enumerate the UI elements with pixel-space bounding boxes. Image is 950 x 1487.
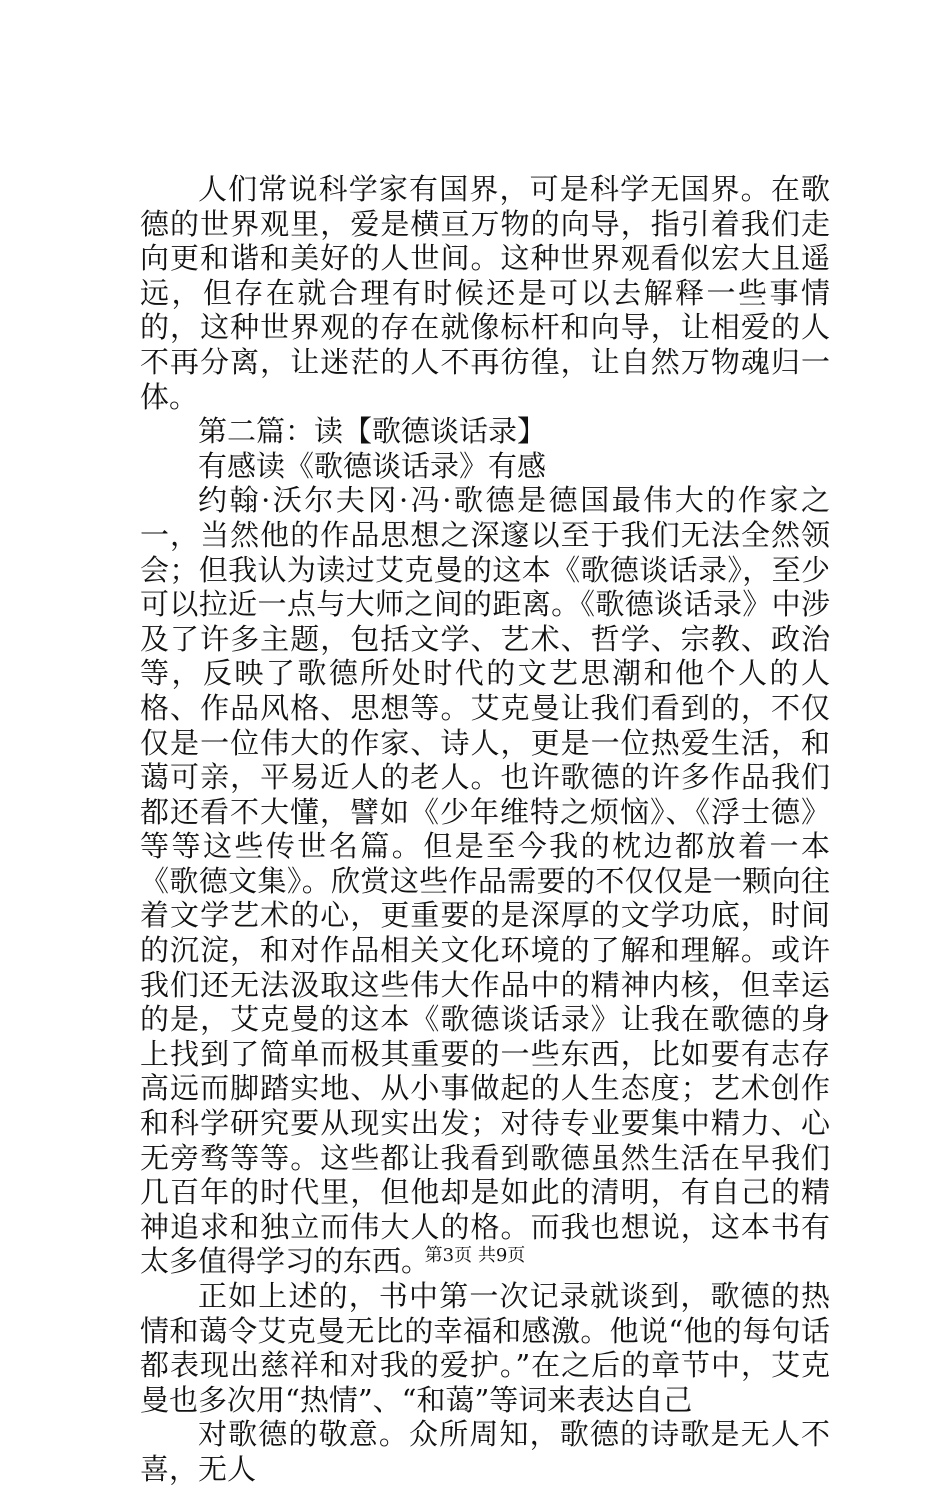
paragraph-first-record: 正如上述的，书中第一次记录就谈到，歌德的热情和蔼令艾克曼无比的幸福和感激。他说“他的每句话都表现出慈祥和对我的爱护。”在之后的章节中，艾克曼也多次用“热情”、“和蔼”等词来表达自己 bbox=[140, 1279, 830, 1417]
paragraph-science-borders: 人们常说科学家有国界，可是科学无国界。在歌德的世界观里，爱是横亘万物的向导，指引着我们走向更和谐和美好的人世间。这种世界观看似宏大且遥远，但存在就合理有时候还是可以去解释一些事情的，这种世界观的存在就像标杆和向导，让相爱的人不再分离，让迷茫的人不再彷徨，让自然万物魂归一体。 bbox=[140, 172, 830, 414]
page-footer: 第3页 共9页 bbox=[424, 1245, 526, 1266]
paragraph-respect: 对歌德的敬意。众所周知，歌德的诗歌是无人不喜，无人 bbox=[140, 1417, 830, 1486]
section-heading: 第二篇：读【歌德谈话录】 bbox=[198, 414, 547, 449]
document-body bbox=[140, 172, 830, 1487]
paragraph-goethe-intro: 约翰·沃尔夫冈·冯·歌德是德国最伟大的作家之一，当然他的作品思想之深邃以至于我们无法全然领会；但我认为读过艾克曼的这本《歌德谈话录》，至少可以拉近一点与大师之间的距离。《歌德谈话录》中涉及了许多主题，包括文学、艺术、哲学、宗教、政治等，反映了歌德所处时代的文艺思潮和他个人的人格、作品风格、思想等。艾克曼让我们看到的，不仅仅是一位伟大的作家、诗人，更是一位热爱生活，和蔼可亲，平易近人的老人。也许歌德的许多作品我们都还看不大懂，譬如《少年维特之烦恼》、《浮士德》等等这些传世名篇。但是至今我的枕边都放着一本《歌德文集》。欣赏这些作品需要的不仅仅是一颗向往着文学艺术的心，更重要的是深厚的文学功底，时间的沉淀，和对作品相关文化环境的了解和理解。或许我们还无法汲取这些伟大作品中的精神内核，但幸运的是，艾克曼的这本《歌德谈话录》让我在歌德的身上找到了简单而极其重要的一些东西，比如要有志存高远而脚踏实地、从小事做起的人生态度；艺术创作和科学研究要从现实出发；对待专业要集中精力、心无旁骛等等。这些都让我看到歌德虽然生活在早我们几百年的时代里，但他却是如此的清明，有自己的精神追求和独立而伟大人的格。而我也想说，这本书有太多值得学习的东西。 bbox=[140, 483, 830, 1279]
section-subtitle: 有感读《歌德谈话录》有感 bbox=[198, 448, 547, 483]
